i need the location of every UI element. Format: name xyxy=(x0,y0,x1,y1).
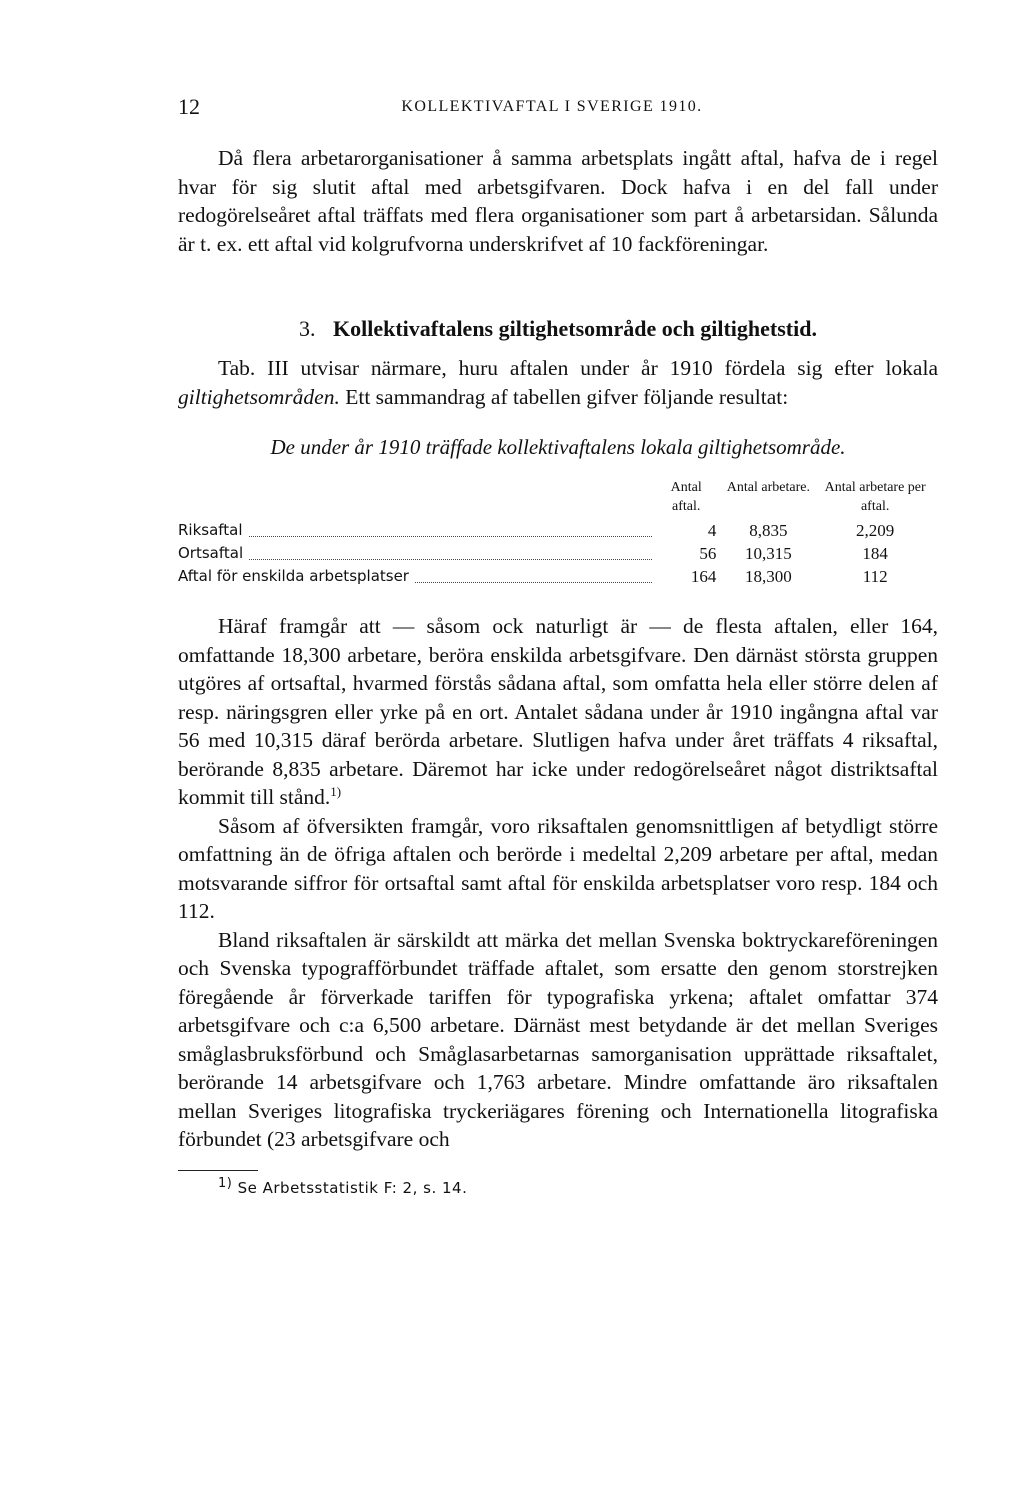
footnote-text: Se Arbetsstatistik F: 2, s. 14. xyxy=(232,1178,468,1197)
table-row xyxy=(178,565,938,588)
intro-paragraph: Då flera arbetarorganisationer å samma arbetsplats ingått aftal, hafva de i regel hvar för sig slutit aftal med arbetsgifvaren. Dock hafva i en del fall under redogörelseåret aftal träffats med flera organisationer som part å arbetarsidan. Sålunda är t. ex. ett aftal vid kolgrufvorna underskrifvet af 10 fackföreningar. xyxy=(178,146,938,256)
document-page xyxy=(178,94,938,1197)
table-row xyxy=(178,519,938,542)
running-title: KOLLEKTIVAFTAL I SVERIGE 1910. xyxy=(401,98,703,115)
body-paragraph-2: Såsom af öfversikten framgår, voro riksaftalen genomsnittligen af betydligt större omfattning än de öfriga aftalen och berörde i medeltal 2,209 arbetare per aftal, medan motsvarande siffror för ortsaftal samt aftal för enskilda arbetsplatser voro resp. 184 och 112. xyxy=(178,813,938,923)
body-paragraph-1-text: Häraf framgår att — såsom ock naturligt är — de flesta aftalen, eller 164, omfattande 18,300 arbetare, beröra enskilda arbetsgifvare. Den därnäst största gruppen utgöres af ortsaftal, hvarmed förstås sådana aftal, som omfatta hela eller större delen af resp. näringsgren eller yrke på en ort. Antalet sådana under år 1910 ingångna aftal var 56 med 10,315 däraf berörda arbetare. Slutligen hafva under året träffats 4 riksaftal, berörande 8,835 arbetare. Däremot har icke under redogörelseåret något distriktsaftal kommit till stånd. xyxy=(178,614,938,809)
cell-antal-arbetare: 18,300 xyxy=(744,567,792,586)
cell-per-aftal: 112 xyxy=(862,567,888,586)
running-header xyxy=(178,94,938,126)
table-caption: De under år 1910 träffade kollektivaftalens lokala giltighetsområde. xyxy=(270,435,846,459)
cell-antal-arbetare: 8,835 xyxy=(749,521,788,540)
footnote-mark: 1) xyxy=(218,1175,233,1191)
body-paragraph-1 xyxy=(178,612,938,812)
cell-per-aftal: 184 xyxy=(862,544,888,563)
section-heading xyxy=(178,316,938,342)
dot-leader xyxy=(415,582,652,583)
cell-antal-aftal: 56 xyxy=(699,544,717,563)
section-intro-text: Tab. III utvisar närmare, huru aftalen under år 1910 fördela sig efter lokala xyxy=(218,356,938,380)
section-number: 3. xyxy=(299,316,316,341)
table-header-per-aftal: Antal arbetare per aftal. xyxy=(824,480,926,514)
section-intro-paragraph xyxy=(178,354,938,411)
cell-antal-aftal: 164 xyxy=(690,567,717,586)
row-label: Ortsaftal xyxy=(178,542,246,565)
table-row xyxy=(178,542,938,565)
table-header-antal-arbetare: Antal arbetare. xyxy=(726,480,810,495)
summary-table xyxy=(178,478,938,588)
dot-leader xyxy=(249,559,652,560)
row-label: Riksaftal xyxy=(178,519,246,542)
section-intro-text-end: Ett sammandrag af tabellen gifver följande resultat: xyxy=(339,384,789,409)
table-header-antal-aftal: Antal aftal. xyxy=(670,480,702,514)
page-number: 12 xyxy=(178,94,200,119)
row-label: Aftal för enskilda arbetsplatser xyxy=(178,565,412,588)
cell-antal-arbetare: 10,315 xyxy=(744,544,792,563)
body-paragraph-3: Bland riksaftalen är särskildt att märka det mellan Svenska boktryckareföreningen och Svenska typografförbundet träffade aftalet, som ersatte den genom storstrejken föregående år förverkade tariffen för typografiska yrkena; aftalet omfattar 374 arbetsgifvare och c:a 6,500 arbetare. Därnäst mest betydande är det mellan Sveriges småglasbruksförbund och Småglasarbetarnas samorganisation upprättade riksaftalet, berörande 14 arbetsgifvare och 1,763 arbetare. Mindre omfattande äro riksaftalen mellan Sveriges litografiska tryckeriägares förening och Internationella litografiska förbundet (23 arbetsgifvare och xyxy=(178,927,938,1151)
dot-leader xyxy=(249,536,652,537)
cell-antal-aftal: 4 xyxy=(707,521,717,540)
table-header-label xyxy=(178,478,656,519)
cell-per-aftal: 2,209 xyxy=(856,521,895,540)
section-title: Kollektivaftalens giltighetsområde och giltighetstid. xyxy=(333,316,817,341)
footnote-reference: 1) xyxy=(330,783,342,799)
table-header-row xyxy=(178,478,938,519)
section-intro-italic: giltighetsområden. xyxy=(178,384,340,409)
footnote-divider xyxy=(178,1170,258,1171)
footnote xyxy=(178,1175,938,1197)
